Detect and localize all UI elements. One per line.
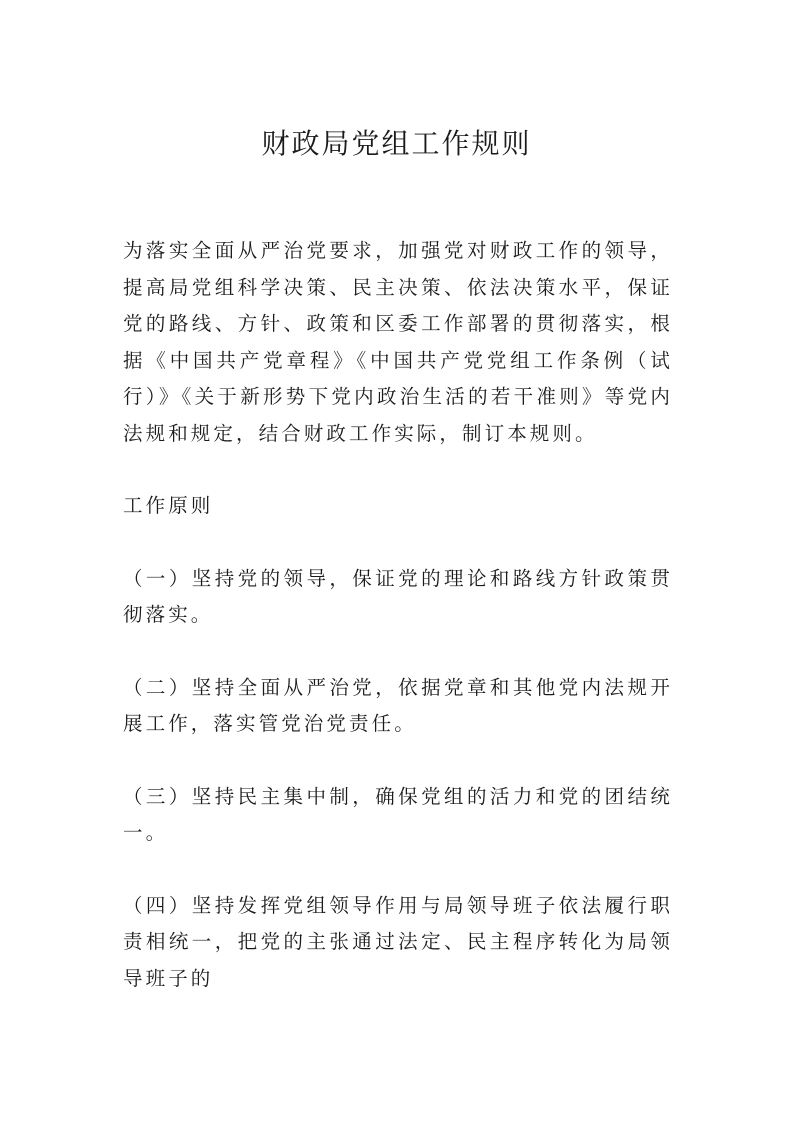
intro-paragraph: 为落实全面从严治党要求，加强党对财政工作的领导，提高局党组科学决策、民主决策、依法决策水平，保证党的路线、方针、政策和区委工作部署的贯彻落实，根据《中国共产党章程》《中国共产党党组工作条例（试行）》《关于新形势下党内政治生活的若干准则》等党内法规和规定，结合财政工作实际，制订本规则。	[123, 239, 673, 445]
principle-item-2: （二）坚持全面从严治党，依据党章和其他党内法规开展工作，落实管党治党责任。	[123, 675, 673, 735]
document-body	[123, 233, 673, 997]
principle-item-4: （四）坚持发挥党组领导作用与局领导班子依法履行职责相统一，把党的主张通过法定、民主程序转化为局领导班子的	[123, 893, 673, 990]
principle-item-1: （一）坚持党的领导，保证党的理论和路线方针政策贯彻落实。	[123, 566, 673, 626]
section-heading-principles: 工作原则	[123, 494, 214, 517]
document-title: 财政局党组工作规则	[261, 127, 532, 160]
principle-item-3: （三）坚持民主集中制，确保党组的活力和党的团结统一。	[123, 784, 673, 844]
